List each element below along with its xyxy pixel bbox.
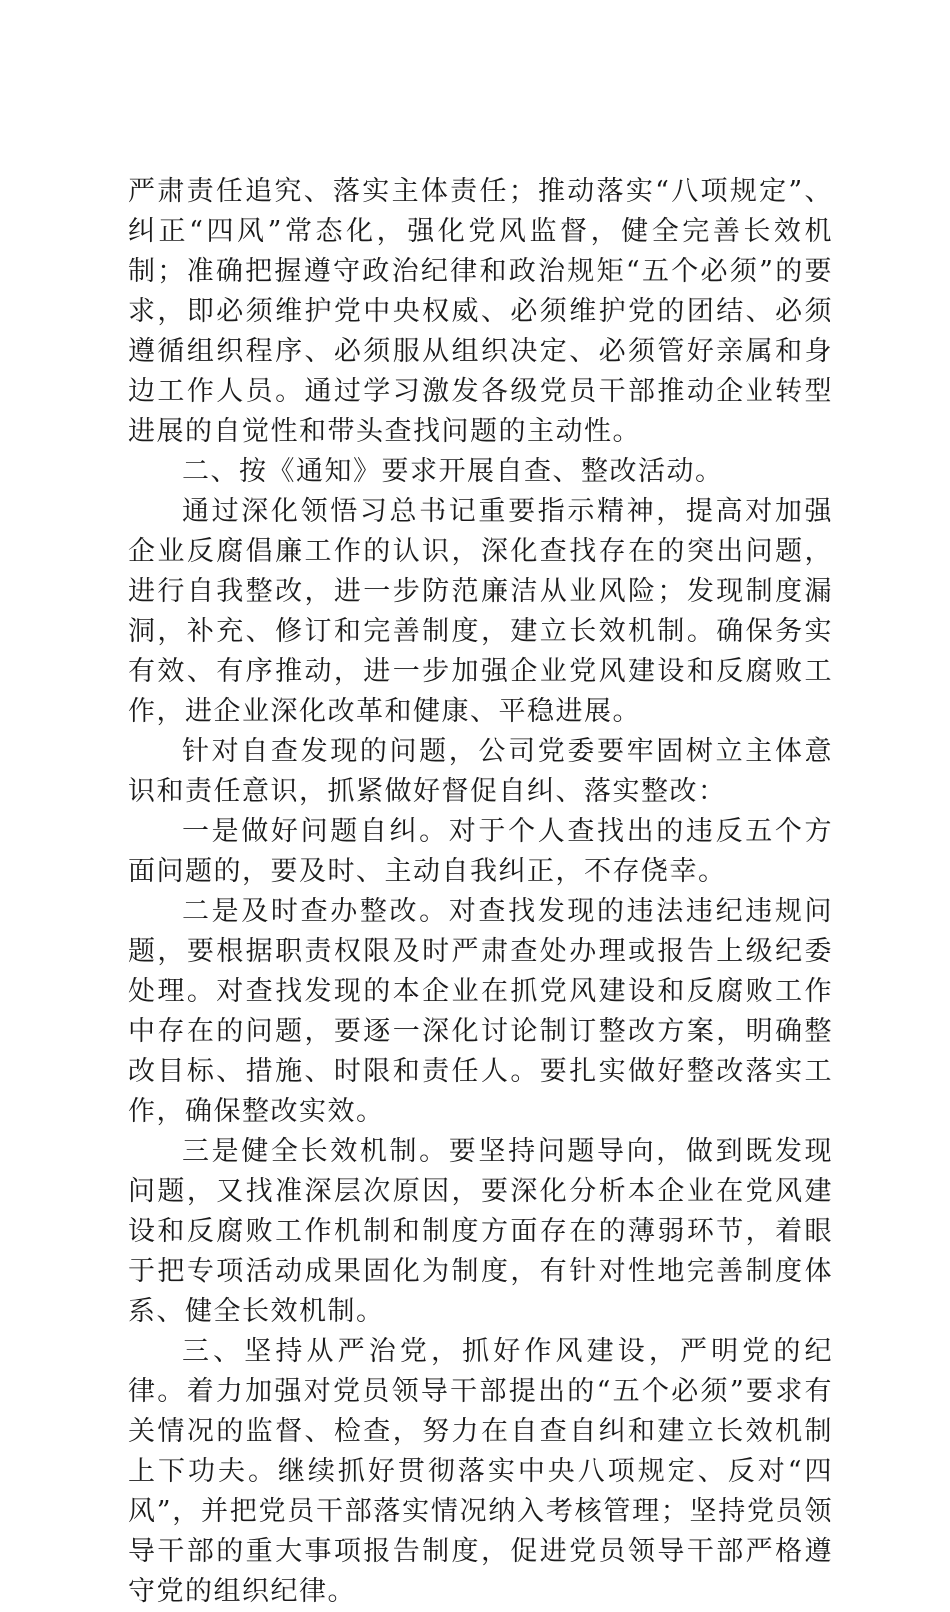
paragraph-self-inspection-issues: 针对自查发现的问题，公司党委要牢固树立主体意识和责任意识，抓紧做好督促自纠、落实整改： xyxy=(128,736,833,807)
paragraph-point-three: 三是健全长效机制。要坚持问题导向，做到既发现问题，又找准深层次原因，要深化分析本企业在党风建设和反腐败工作机制和制度方面存在的薄弱环节，着眼于把专项活动成果固化为制度，有针对性地完善制度体系、健全长效机制。 xyxy=(128,1136,833,1327)
paragraph-point-two: 二是及时查办整改。对查找发现的违法违纪违规问题，要根据职责权限及时严肃查处办理或报告上级纪委处理。对查找发现的本企业在抓党风建设和反腐败工作中存在的问题，要逐一深化讨论制订整改方案，明确整改目标、措施、时限和责任人。要扎实做好整改落实工作，确保整改实效。 xyxy=(128,896,833,1127)
document-body xyxy=(128,172,833,1612)
section-three-paragraph: 三、坚持从严治党，抓好作风建设，严明党的纪律。着力加强对党员领导干部提出的“五个必须”要求有关情况的监督、检查，努力在自查自纠和建立长效机制上下功夫。继续抓好贯彻落实中央八项规定、反对“四风”，并把党员干部落实情况纳入考核管理；坚持党员领导干部的重大事项报告制度，促进党员领导干部严格遵守党的组织纪律。 xyxy=(128,1336,833,1607)
section-heading-two: 二、按《通知》要求开展自查、整改活动。 xyxy=(182,456,724,487)
paragraph-deepen-understanding: 通过深化领悟习总书记重要指示精神，提高对加强企业反腐倡廉工作的认识，深化查找存在的突出问题，进行自我整改，进一步防范廉洁从业风险；发现制度漏洞，补充、修订和完善制度，建立长效机制。确保务实有效、有序推动，进一步加强企业党风建设和反腐败工作，进企业深化改革和健康、平稳进展。 xyxy=(128,496,833,727)
paragraph-point-one: 一是做好问题自纠。对于个人查找出的违反五个方面问题的，要及时、主动自我纠正，不存侥幸。 xyxy=(128,816,833,887)
paragraph-continuation: 严肃责任追究、落实主体责任；推动落实“八项规定”、纠正“四风”常态化，强化党风监督，健全完善长效机制；准确把握遵守政治纪律和政治规矩“五个必须”的要求，即必须维护党中央权威、必须维护党的团结、必须遵循组织程序、必须服从组织决定、必须管好亲属和身边工作人员。通过学习激发各级党员干部推动企业转型进展的自觉性和带头查找问题的主动性。 xyxy=(128,176,833,447)
